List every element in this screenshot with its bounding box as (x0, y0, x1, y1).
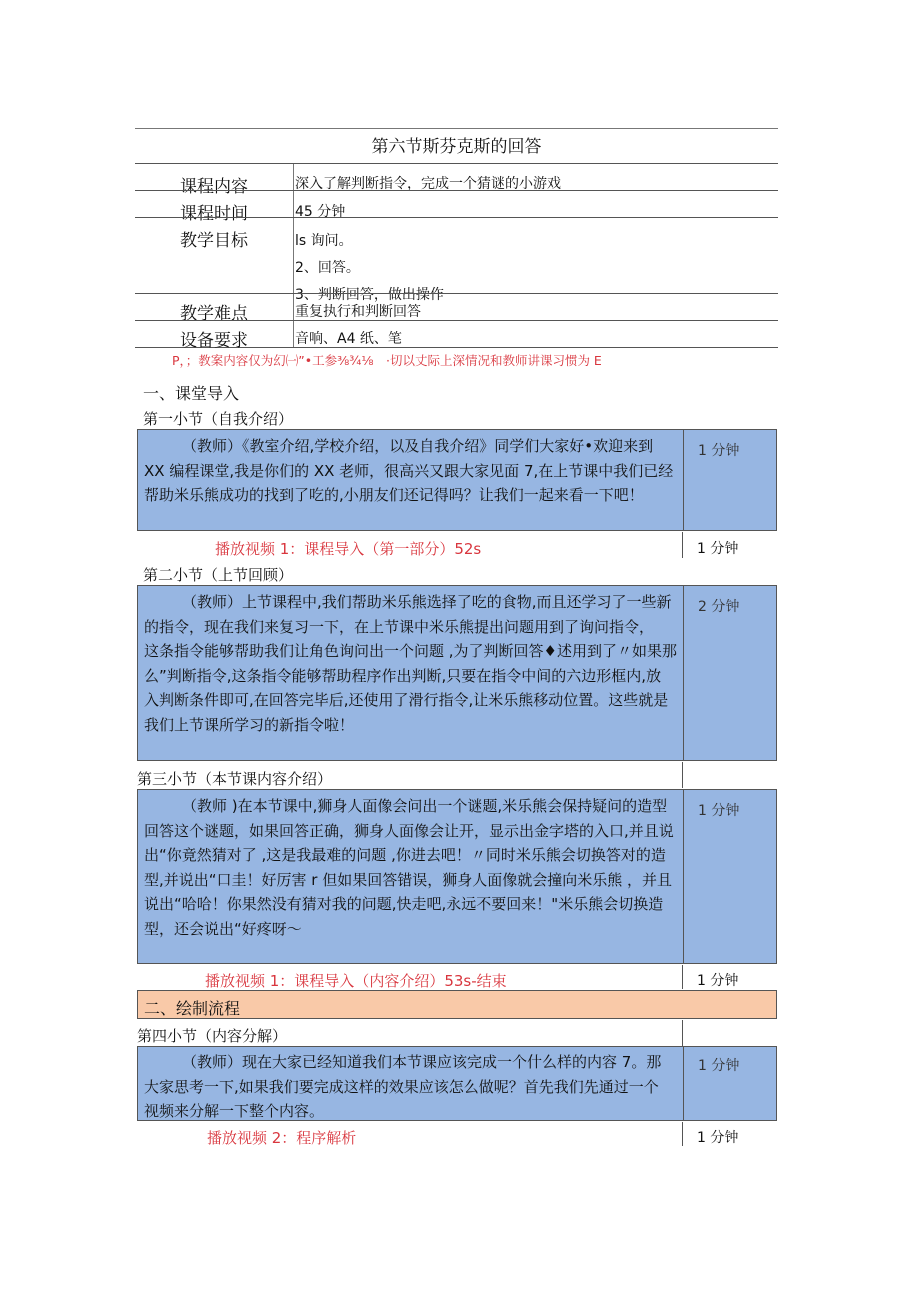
goal-item-1: ls 询问。 (295, 233, 353, 249)
equipment-value: 音响、A4 纸、笔 (295, 331, 402, 347)
info-row-equipment (135, 320, 778, 351)
part4-line: 大家思考一下,如果我们要完成这样的效果应该怎么做呢？首先我们先通过一个 (144, 1077, 659, 1096)
part2-line: 么”判断指令,这条指令能够帮助程序作出判断,只要在指令中间的六边形框内,放 (144, 666, 662, 685)
part3-line: 型,并说出“口圭！好厉害 r 但如果回答错误，狮身人面像就会撞向米乐熊 ，并且 (144, 870, 673, 889)
part2-label: 第二小节（上节回顾） (143, 566, 294, 584)
info-row-content (135, 163, 778, 197)
part4-line: 视频来分解一下整个内容。 (144, 1102, 325, 1120)
goal-item-3: 3、判断回答，做出操作 (295, 287, 444, 303)
content-label: 课程内容 (180, 177, 248, 197)
info-row-difficulty (135, 293, 778, 324)
part1-label: 第一小节（自我介绍） (143, 410, 294, 428)
part1-video-row (137, 532, 777, 558)
section-heading-flow: 二、绘制流程 (144, 999, 241, 1018)
difficulty-label: 教学难点 (180, 304, 248, 324)
difficulty-value: 重复执行和判断回答 (295, 304, 421, 320)
part4-video-time: 1 分钟 (697, 1130, 739, 1146)
info-row-time (135, 190, 778, 224)
goal-item-2: 2、回答。 (295, 260, 360, 276)
part2-line: 入判断条件即可,在回答完毕后,还使用了滑行指令,让米乐熊移动位置。这些就是 (144, 691, 669, 709)
goal-label: 教学目标 (180, 231, 248, 251)
part3-line: （教师 )在本节课中,狮身人面像会问出一个谜题,米乐熊会保持疑问的造型 (182, 797, 668, 815)
part1-line: XX 编程课堂,我是你们的 XX 老师，很高兴又跟大家见面 7,在上节课中我们已经 (144, 461, 674, 480)
part4-text (144, 1050, 678, 1124)
part3-line: 说出“哈哈！你果然没有猜对我的问题,快走吧,永远不要回来！"米乐熊会切换造 (144, 895, 664, 913)
part1-text (144, 434, 678, 508)
part1-time: 1 分钟 (698, 443, 740, 459)
time-value: 45 分钟 (295, 204, 346, 220)
part4-line: （教师）现在大家已经知道我们本节课应该完成一个什么样的内容 7。那 (182, 1053, 662, 1071)
part3-line: 出“你竟然猜对了 ,这是我最难的问题 ,你进去吧！〃同时米乐熊会切换答对的造 (144, 846, 666, 864)
part2-line: 我们上节课所学习的新指令啦！ (144, 715, 355, 734)
part2-line: （教师）上节课程中,我们帮助米乐熊选择了吃的食物,而且还学习了一些新 (182, 593, 672, 611)
part2-line: 这条指令能够帮助我们让角色询问出一个问题 ,为了判断回答♦述用到了〃如果那 (144, 642, 677, 660)
section-heading-flow-bar (137, 990, 777, 1019)
part2-box (137, 585, 777, 761)
part4-box (137, 1046, 777, 1121)
part4-video-row (137, 1122, 777, 1146)
part3-label-row (137, 762, 777, 788)
part1-line: 帮助米乐熊成功的找到了吃的,小朋友们还记得吗？让我们一起来看一下吧！ (144, 486, 644, 504)
part3-line: 回答这个谜题，如果回答正确，狮身人面像会让开，显示出金字塔的入口,并且说 (144, 821, 674, 840)
part3-video-row (137, 965, 777, 989)
time-label: 课程时间 (180, 204, 248, 224)
part3-box (137, 789, 777, 964)
section-heading-intro: 一、课堂导入 (143, 384, 240, 403)
part3-video-time: 1 分钟 (697, 973, 739, 989)
part1-video-time: 1 分钟 (697, 541, 739, 557)
part3-text (144, 794, 678, 941)
part2-time: 2 分钟 (698, 599, 740, 615)
part1-box (137, 429, 777, 531)
part1-line: （教师）《教室介绍,学校介绍，以及自我介绍》同学们大家好•欢迎来到 (182, 437, 654, 455)
part3-line: 型，还会说出“好疼呀〜 (144, 919, 302, 938)
part4-video: 播放视频 2：程序解析 (207, 1129, 357, 1147)
part2-line: 的指令，现在我们来复习一下，在上节课中米乐熊提出问题用到了询问指令， (144, 617, 655, 636)
part1-video: 播放视频 1：课程导入（第一部分）52s (215, 540, 482, 558)
part4-label: 第四小节（内容分解） (137, 1027, 288, 1045)
content-value: 深入了解判断指令，完成一个猜谜的小游戏 (295, 176, 561, 192)
part2-text (144, 590, 678, 737)
part4-label-row (137, 1020, 777, 1046)
note-text: P，；教案内容仅为幻㈠”•工参⅜¾⅛ ·切以丈际上深情况和教师讲课习惯为 E (172, 353, 602, 368)
page-title: 第六节斯芬克斯的回答 (135, 128, 778, 162)
part3-video: 播放视频 1：课程导入（内容介绍）53s-结束 (205, 972, 507, 990)
equipment-label: 设备要求 (180, 331, 248, 351)
info-row-goals (135, 217, 778, 303)
part3-label: 第三小节（本节课内容介绍） (137, 770, 333, 788)
part4-time: 1 分钟 (698, 1058, 740, 1074)
part3-time: 1 分钟 (698, 803, 740, 819)
